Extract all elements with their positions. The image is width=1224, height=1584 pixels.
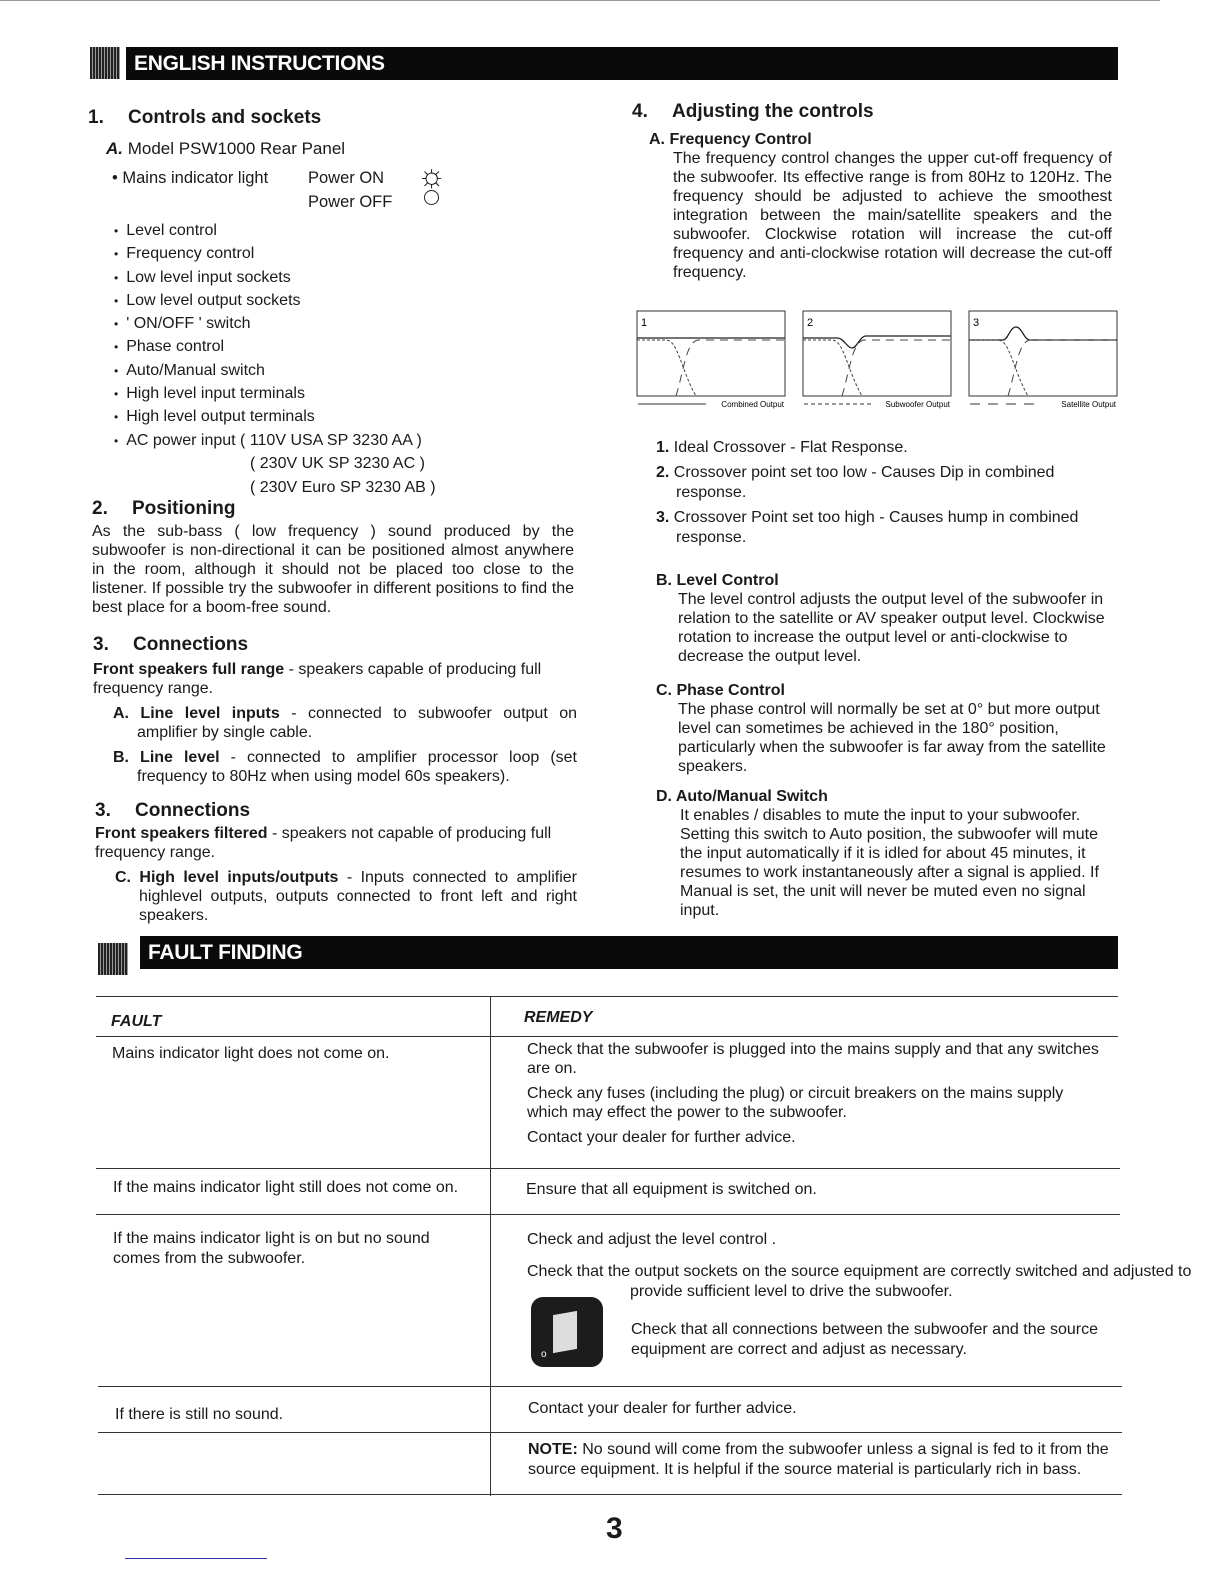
note-number: 2. (656, 464, 670, 481)
mains-indicator-label: • Mains indicator light (112, 169, 269, 187)
item-text: - connected to amplifier processor loop (set frequency to 80Hz when using model 60s speakers). (137, 749, 577, 785)
item-label: C. High level inputs/outputs (115, 869, 339, 886)
controls-list-item: • Low level input sockets (114, 266, 508, 289)
subwoofer-output-line (969, 340, 1028, 396)
section-controls (88, 107, 508, 500)
controls-list-item: • Auto/Manual switch (114, 359, 508, 382)
page-number: 3 (606, 1512, 623, 1545)
remedy-text: Check that the subwoofer is plugged into the mains supply and that any switches are on. (527, 1041, 1099, 1077)
section-number: 3. (93, 634, 109, 655)
level-control-title: B. Level Control (656, 572, 779, 589)
section-adjusting (632, 101, 1112, 282)
graph-frame (969, 311, 1117, 396)
light-off-icon (424, 190, 439, 205)
crossover-note (656, 508, 1116, 548)
level-control (656, 572, 1116, 666)
note (528, 1440, 1140, 1480)
level-control-text: The level control adjusts the output level of the subwoofer in relation to the satellite or AV speaker output level. Clockwise rotation to increase the output level or anti-clockwise to decrease the output level. (678, 591, 1105, 665)
section-title: Positioning (132, 498, 236, 519)
crossover-notes (656, 438, 1116, 553)
crossover-graph (968, 310, 1118, 409)
controls-list-item: • AC power input ( 110V USA SP 3230 AA ) (114, 429, 508, 452)
combined-output-line (969, 327, 1117, 340)
graph-number: 2 (807, 317, 814, 329)
fault-text: If there is still no sound. (115, 1406, 284, 1423)
power-on-label: Power ON (308, 169, 385, 187)
section-number: 3. (95, 800, 111, 821)
remedy-column-header: REMEDY (524, 1009, 593, 1026)
item-label: A. Line level inputs (113, 705, 280, 722)
remedy-text: Check any fuses (including the plug) or circuit breakers on the mains supply which may effect the power to the subwoofer. (527, 1085, 1064, 1121)
graph-frame (637, 311, 785, 396)
frequency-control-text: The frequency control changes the upper cut-off frequency of the subwoofer. Its effective range is from 80Hz to 120Hz. The frequency should be adjusted to achieve the smoothest integration between the main/satellite speakers and the subwoofer. Clockwise rotation will increase the cut-off frequency and anti-clockwise rotation will decrease the cut-off frequency. (673, 150, 1112, 281)
section-connections-full (93, 634, 577, 786)
lead-text: - speakers not capable of producing full frequency range. (95, 825, 552, 861)
remedy-text: Check that the output sockets on the source equipment are correctly switched and adjusted to provide sufficient level to drive the subwoofer. (527, 1263, 1192, 1300)
note-text: Crossover point set too low - Causes Dip in combined response. (673, 464, 1055, 501)
controls-list (114, 219, 508, 452)
light-on-icon: ☼ (417, 157, 447, 193)
lead-text: - speakers capable of producing full frequency range. (93, 661, 542, 697)
section-header: ENGLISH INSTRUCTIONS (126, 47, 1118, 80)
fault-column-header: FAULT (111, 1013, 162, 1030)
legend-label: Combined Output (721, 400, 784, 409)
controls-list-item: • ' ON/OFF ' switch (114, 312, 508, 335)
switch-icon: o (531, 1297, 603, 1367)
phase-control-title: C. Phase Control (656, 682, 785, 699)
auto-manual-title: D. Auto/Manual Switch (656, 788, 828, 805)
item-label: B. Line level (113, 749, 220, 766)
graph-number: 1 (641, 317, 648, 329)
remedy-text: Check and adjust the level control . (527, 1231, 777, 1248)
combined-output-line (803, 336, 951, 348)
fault-text: If the mains indicator light is on but no sound comes from the subwoofer. (113, 1230, 430, 1267)
ac-power-uk: ( 230V UK SP 3230 AC ) (250, 454, 425, 472)
phase-control-text: The phase control will normally be set at 0° but more output level can sometimes be achieved in the 180° position, particularly when the subwoofer is far away from the satellite speakers. (678, 701, 1106, 775)
sub-title: Model PSW1000 Rear Panel (127, 139, 346, 158)
remedy-text: Contact your dealer for further advice. (528, 1400, 797, 1417)
section-title: Controls and sockets (128, 107, 322, 128)
graph-canvas (968, 310, 1118, 410)
lead-bold: Front speakers full range (93, 661, 285, 678)
item-text: - connected to subwoofer output on amplifier by single cable. (137, 705, 577, 741)
controls-list-item: • Frequency control (114, 242, 508, 265)
item-text: - Inputs connected to amplifier highlevel outputs, outputs connected to front left and right speakers. (139, 869, 578, 924)
section-title: Connections (135, 800, 251, 821)
phase-control (656, 682, 1116, 776)
crossover-note (656, 438, 1116, 458)
section-number: 4. (632, 101, 648, 122)
auto-manual-switch (656, 788, 1124, 920)
satellite-output-line (676, 340, 785, 396)
fault-finding-header: FAULT FINDING (140, 936, 1118, 969)
satellite-output-line (842, 340, 951, 396)
graph-number: 3 (973, 317, 980, 329)
legend-label: Satellite Output (1061, 400, 1116, 409)
fault-text: If the mains indicator light still does not come on. (113, 1179, 459, 1196)
power-off-label: Power OFF (308, 193, 393, 211)
controls-list-item: • Phase control (114, 335, 508, 358)
section-connections-filtered (95, 800, 577, 925)
remedy-text: Contact your dealer for further advice. (527, 1129, 796, 1146)
legend-label: Subwoofer Output (885, 400, 950, 409)
satellite-output-line (1008, 340, 1117, 396)
section-number: 1. (88, 107, 104, 128)
note-text: Crossover Point set too high - Causes hump in combined response. (673, 509, 1079, 546)
remedy-text: Ensure that all equipment is switched on. (526, 1181, 817, 1198)
remedy-cell (527, 1040, 1107, 1153)
crossover-graph (636, 310, 786, 409)
controls-list-item: • Low level output sockets (114, 289, 508, 312)
note-label: NOTE: (528, 1441, 578, 1458)
graph-canvas (802, 310, 952, 410)
section-number: 2. (92, 498, 108, 519)
note-text: Ideal Crossover - Flat Response. (673, 439, 908, 456)
section-title: Connections (133, 634, 249, 655)
frequency-control-title: A. Frequency Control (649, 131, 812, 148)
crossover-graph (802, 310, 952, 409)
note-number: 3. (656, 509, 670, 526)
controls-list-item: • High level output terminals (114, 405, 508, 428)
crossover-graphs (636, 310, 1121, 410)
fault-text: Mains indicator light does not come on. (112, 1045, 390, 1062)
note-number: 1. (656, 439, 670, 456)
section-positioning (92, 498, 574, 617)
note-text: No sound will come from the subwoofer unless a signal is fed to it from the source equipment. It is helpful if the source material is particularly rich in bass. (528, 1441, 1109, 1478)
graph-frame (803, 311, 951, 396)
auto-manual-text: It enables / disables to mute the input to your subwoofer. Setting this switch to Auto position, the subwoofer will mute the input automatically if it is idled for about 45 minutes, it resumes to work instantaneously after a signal is applied. If Manual is set, the unit will never be muted even no signal input. (680, 807, 1099, 919)
controls-list-item: • High level input terminals (114, 382, 508, 405)
remedy-text: Check that all connections between the subwoofer and the source equipment are correct and adjust as necessary. (631, 1321, 1098, 1358)
lead-bold: Front speakers filtered (95, 825, 268, 842)
top-rule (0, 0, 1160, 1)
crossover-note (656, 463, 1116, 503)
section-logo-icon (90, 47, 120, 79)
positioning-text: As the sub-bass ( low frequency ) sound produced by the subwoofer is non-directional it can be positioned almost anywhere in the room, although it should not be placed too close to the listener. If possible try the subwoofer in different positions to find the best place for a boom-free sound. (92, 523, 574, 616)
sub-letter: A. (106, 139, 123, 158)
section-logo-icon (98, 943, 128, 975)
ac-power-euro: ( 230V Euro SP 3230 AB ) (250, 478, 436, 496)
subwoofer-output-line (637, 340, 696, 396)
controls-list-item: • Level control (114, 219, 508, 242)
graph-canvas (636, 310, 786, 410)
section-title: Adjusting the controls (672, 101, 874, 122)
